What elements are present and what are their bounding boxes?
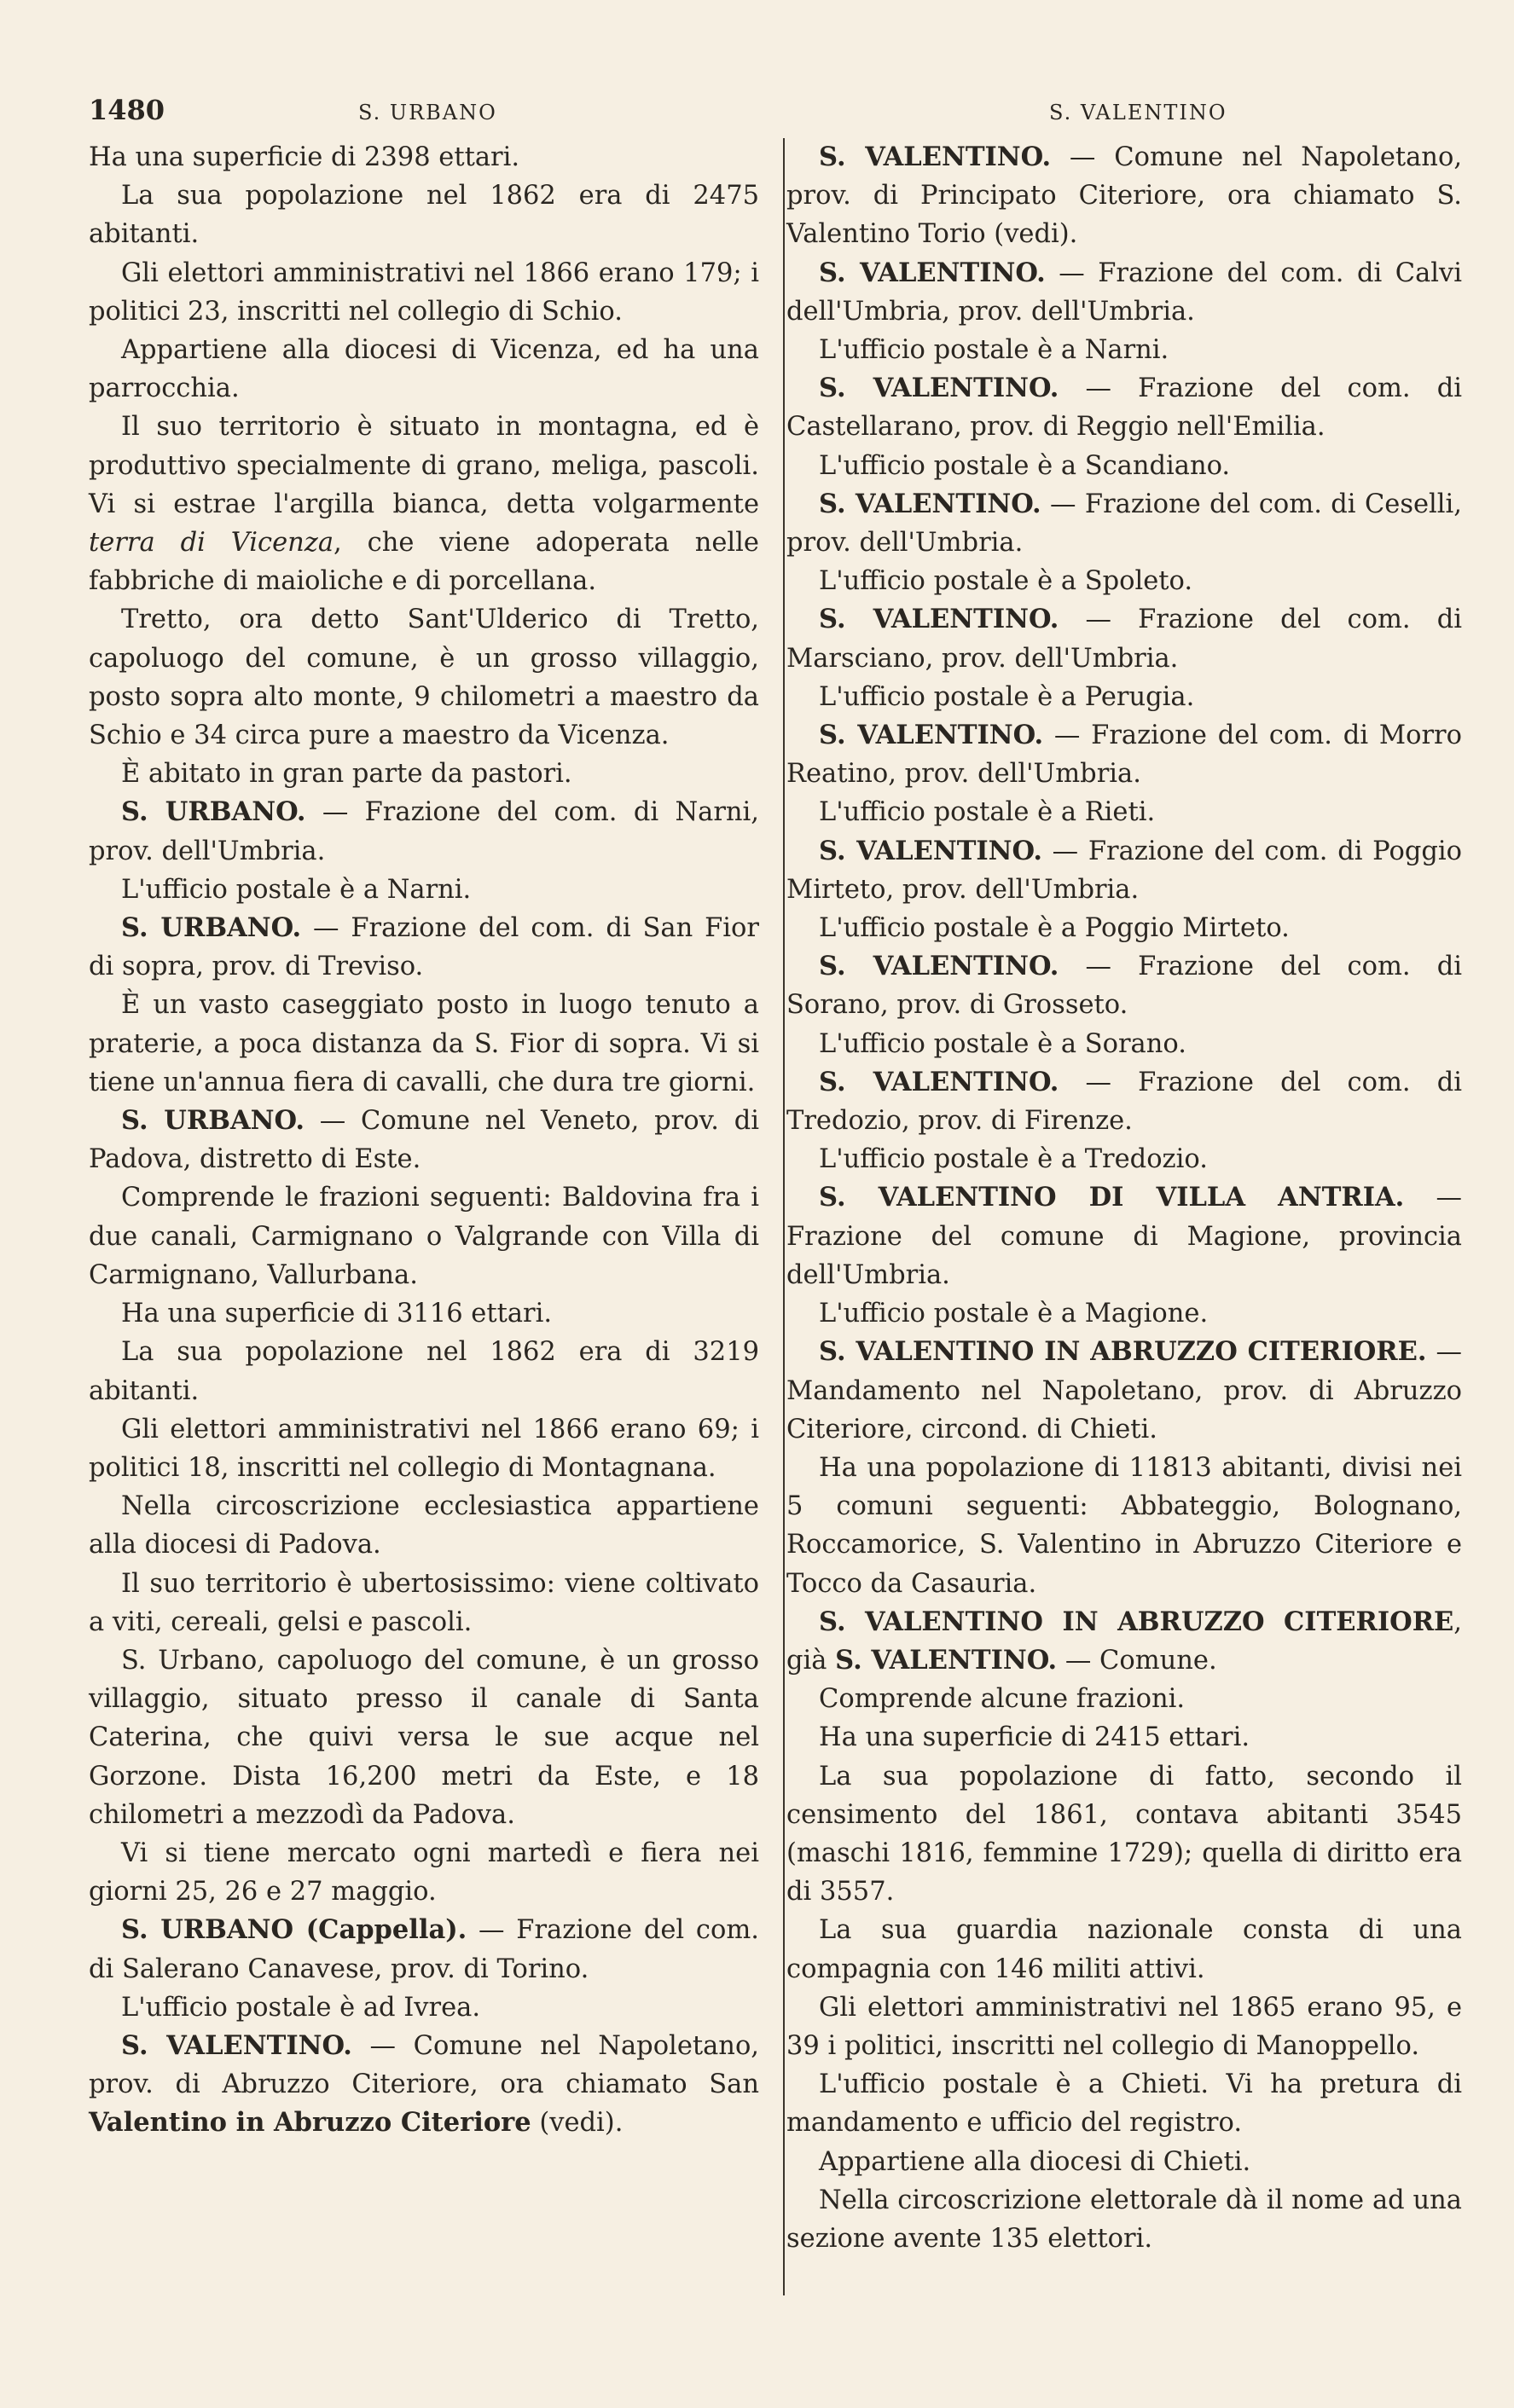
entry: S. URBANO (Cappella). — Frazione del com. di Salerano Canavese, prov. di Torino. [89, 1914, 759, 1984]
paragraph: L'ufficio postale è a Spoleto. [819, 566, 1193, 597]
paragraph: L'ufficio postale è a Tredozio. [819, 1144, 1208, 1175]
paragraph: L'ufficio postale è a Scandiano. [819, 450, 1231, 481]
entry-heading: S. VALENTINO. [121, 2029, 352, 2061]
entry-heading: S. URBANO. [121, 1105, 305, 1137]
entry: S. URBANO. — Comune nel Veneto, prov. di Padova, distretto di Este. [89, 1105, 759, 1175]
paragraph: L'ufficio postale è a Narni. [819, 335, 1169, 366]
paragraph: L'ufficio postale è a Sorano. [819, 1028, 1186, 1059]
page-header [0, 94, 1514, 136]
cross-reference: Valentino in Abruzzo Citeriore [89, 2107, 531, 2139]
entry: S. VALENTINO. — Frazione del com. di Marsciano, prov. dell'Umbria. [786, 604, 1463, 674]
entry: S. VALENTINO DI VILLA ANTRIA. — Frazione del comune di Magione, provincia dell'Umbria. [786, 1182, 1462, 1290]
entry-heading: S. URBANO (Cappella). [121, 1914, 467, 1946]
page-number: 1480 [89, 94, 165, 126]
entry-heading: S. VALENTINO. [819, 951, 1059, 982]
entry: S. VALENTINO IN ABRUZZO CITERIORE. — Mandamento nel Napoletano, prov. di Abruzzo Citeriore, circond. di Chieti. [786, 1336, 1462, 1444]
paragraph: Nella circoscrizione ecclesiastica appartiene alla diocesi di Padova. [89, 1491, 759, 1560]
paragraph: L'ufficio postale è a Perugia. [819, 681, 1195, 712]
entry-heading: S. URBANO. [121, 796, 306, 828]
entry-heading: S. VALENTINO. [819, 373, 1059, 404]
paragraph: L'ufficio postale è a Narni. [121, 874, 472, 905]
paragraph: Gli elettori amministrativi nel 1866 erano 69; i politici 18, inscritti nel collegio di Montagnana. [89, 1414, 759, 1483]
paragraph: La sua guardia nazionale consta di una compagnia con 146 militi attivi. [786, 1915, 1462, 1984]
entry-heading: S. VALENTINO. [819, 1066, 1059, 1097]
column-divider [783, 138, 785, 2295]
paragraph: Tretto, ora detto Sant'Ulderico di Tretto, capoluogo del comune, è un grosso villaggio, posto sopra alto monte, 9 chilometri a maestro da Schio e 34 circa pure a maestro da Vicenza. [89, 605, 759, 751]
entry-heading: S. VALENTINO. [819, 604, 1059, 635]
entry-heading-former: S. VALENTINO. [835, 1644, 1058, 1676]
entry: S. VALENTINO. — Frazione del com. di Ceselli, prov. dell'Umbria. [786, 488, 1462, 559]
paragraph: Ha una popolazione di 11813 abitanti, divisi nei 5 comuni seguenti: Abbateggio, Bolognano, Roccamorice, S. Valentino in Abruzzo Citeriore e Tocco da Casauria. [786, 1452, 1462, 1599]
right-column [786, 138, 1462, 2258]
paragraph: S. Urbano, capoluogo del comune, è un grosso villaggio, situato presso il canale di Santa Caterina, che quivi versa le sue acque nel Gorzone. Dista 16,200 metri da Este, e 18 chilometri a mezzodì da Padova. [89, 1645, 759, 1830]
entry: S. URBANO. — Frazione del com. di San Fior di sopra, prov. di Treviso. [89, 912, 759, 982]
paragraph: L'ufficio postale è ad Ivrea. [121, 1992, 481, 2023]
entry-heading: S. VALENTINO IN ABRUZZO CITERIORE [819, 1606, 1454, 1637]
paragraph: Gli elettori amministrativi nel 1866 erano 179; i politici 23, inscritti nel collegio di Schio. [89, 258, 759, 327]
paragraph: L'ufficio postale è a Poggio Mirteto. [819, 913, 1290, 944]
entry-heading: S. VALENTINO. [819, 488, 1041, 519]
paragraph: Ha una superficie di 2415 ettari. [819, 1722, 1250, 1753]
paragraph: È abitato in gran parte da pastori. [121, 759, 572, 790]
entry: S. VALENTINO. — Frazione del com. di Sorano, prov. di Grosseto. [786, 951, 1463, 1021]
paragraph: Vi si tiene mercato ogni martedì e fiera nei giorni 25, 26 e 27 maggio. [89, 1838, 759, 1907]
paragraph: Ha una superficie di 2398 ettari. [89, 142, 520, 172]
paragraph: La sua popolazione nel 1862 era di 3219 abitanti. [89, 1337, 759, 1406]
left-column [89, 138, 759, 2143]
entry-heading: S. VALENTINO DI VILLA ANTRIA. [819, 1182, 1405, 1213]
entry: S. VALENTINO. — Comune nel Napoletano, prov. di Abruzzo Citeriore, ora chiamato San Valentino in Abruzzo Citeriore (vedi). [89, 2029, 760, 2139]
entry: S. URBANO. — Frazione del com. di Narni, prov. dell'Umbria. [89, 796, 759, 866]
paragraph: L'ufficio postale è a Magione. [819, 1299, 1209, 1329]
entry: S. VALENTINO. — Frazione del com. di Tredozio, prov. di Firenze. [786, 1066, 1463, 1137]
entry-heading: S. VALENTINO. [819, 720, 1044, 751]
italic-term: terra di Vicenza [89, 528, 334, 559]
paragraph: Il suo territorio è situato in montagna, ed è produttivo specialmente di grano, meliga, pascoli. Vi si estrae l'argilla bianca, detta volgarmente terra di Vicenza, che viene adoperata nelle fabbriche di maioliche e di porcellana. [89, 412, 759, 597]
paragraph: È un vasto caseggiato posto in luogo tenuto a praterie, a poca distanza da S. Fior di sopra. Vi si tiene un'annua fiera di cavalli, che dura tre giorni. [89, 990, 759, 1097]
entry-heading: S. VALENTINO IN ABRUZZO CITERIORE. [819, 1336, 1427, 1368]
paragraph: La sua popolazione nel 1862 era di 2475 abitanti. [89, 181, 759, 250]
entry-heading: S. VALENTINO. [819, 257, 1046, 288]
paragraph: Comprende le frazioni seguenti: Baldovina fra i due canali, Carmignano o Valgrande con Villa di Carmignano, Vallurbana. [89, 1183, 759, 1290]
paragraph: L'ufficio postale è a Chieti. Vi ha pretura di mandamento e ufficio del registro. [786, 2069, 1462, 2139]
entry: S. VALENTINO. — Frazione del com. di Calvi dell'Umbria, prov. dell'Umbria. [786, 257, 1463, 327]
paragraph: L'ufficio postale è a Rieti. [819, 797, 1156, 828]
paragraph: Nella circoscrizione elettorale dà il nome ad una sezione avente 135 elettori. [786, 2185, 1462, 2254]
paragraph: Il suo territorio è ubertosissimo: viene coltivato a viti, cereali, gelsi e pascoli. [89, 1568, 759, 1637]
entry-heading: S. VALENTINO. [819, 142, 1052, 172]
paragraph: Comprende alcune frazioni. [819, 1684, 1186, 1715]
running-head-right: S. VALENTINO [1049, 101, 1227, 124]
entry: S. VALENTINO. — Comune nel Napoletano, prov. di Principato Citeriore, ora chiamato S. Valentino Torio (vedi). [786, 142, 1463, 250]
entry-heading: S. URBANO. [121, 912, 302, 944]
entry: S. VALENTINO. — Frazione del com. di Morro Reatino, prov. dell'Umbria. [786, 720, 1462, 790]
paragraph: Gli elettori amministrativi nel 1865 erano 95, e 39 i politici, inscritti nel collegio di Manoppello. [786, 1992, 1462, 2061]
entry-heading: S. VALENTINO. [819, 835, 1042, 866]
paragraph: Appartiene alla diocesi di Vicenza, ed ha una parrocchia. [89, 335, 759, 404]
paragraph: La sua popolazione di fatto, secondo il censimento del 1861, contava abitanti 3545 (maschi 1816, femmine 1729); quella di diritto era di 3557. [786, 1761, 1462, 1907]
paragraph: Appartiene alla diocesi di Chieti. [819, 2146, 1251, 2177]
paragraph: Ha una superficie di 3116 ettari. [121, 1299, 553, 1329]
entry: S. VALENTINO. — Frazione del com. di Castellarano, prov. di Reggio nell'Emilia. [786, 373, 1463, 443]
entry: S. VALENTINO. — Frazione del com. di Poggio Mirteto, prov. dell'Umbria. [786, 835, 1462, 905]
running-head-left: S. URBANO [358, 101, 497, 124]
entry: S. VALENTINO IN ABRUZZO CITERIORE, già S. VALENTINO. — Comune. [786, 1606, 1462, 1676]
